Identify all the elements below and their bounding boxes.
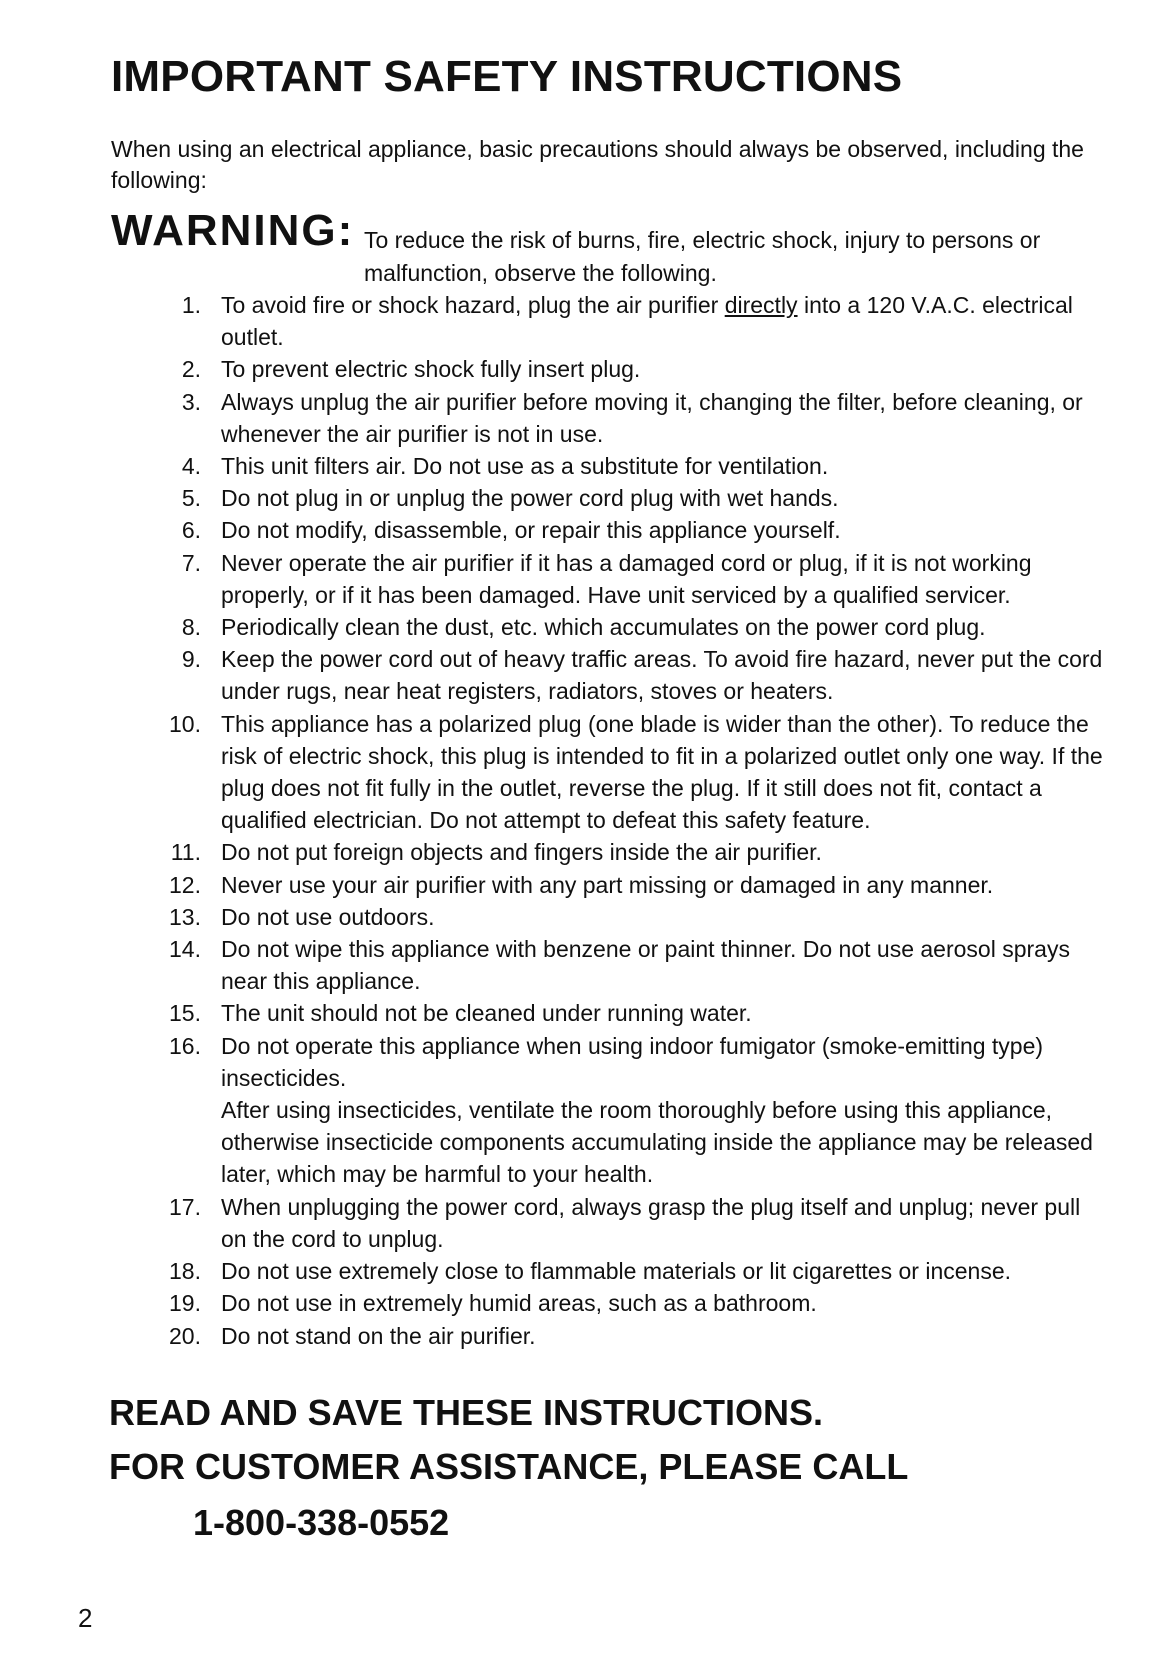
instruction-item xyxy=(160,997,1110,1029)
instruction-number: 20. xyxy=(169,1322,201,1349)
instruction-text-main: Do not put foreign objects and fingers inside the air purifier. xyxy=(221,839,822,866)
instruction-text-main: Do not plug in or unplug the power cord plug with wet hands. xyxy=(221,485,839,512)
instruction-item xyxy=(160,514,1110,546)
instruction-item xyxy=(160,450,1110,482)
instruction-item xyxy=(160,482,1110,514)
instruction-text xyxy=(221,1191,1110,1255)
instruction-text-main: This unit filters air. Do not use as a substitute for ventilation. xyxy=(221,453,829,480)
emphasized-word: directly xyxy=(724,292,798,318)
intro-paragraph: When using an electrical appliance, basic precautions should always be observed, including the following: xyxy=(111,136,1084,193)
instruction-item xyxy=(160,386,1110,450)
warning-text: To reduce the risk of burns, fire, electric shock, injury to persons or malfunction, observe the following. xyxy=(364,227,1041,286)
instruction-text-main: Do not operate this appliance when using indoor fumigator (smoke-emitting type) insecticides. xyxy=(221,1032,1044,1091)
instruction-text-start: To avoid fire or shock hazard, plug the air purifier xyxy=(221,292,725,318)
warning-label: WARNING: xyxy=(111,206,355,255)
instruction-text xyxy=(221,708,1110,837)
instruction-text-main: Do not modify, disassemble, or repair this appliance yourself. xyxy=(221,517,841,544)
instruction-text-main: Do not use outdoors. xyxy=(221,903,435,930)
instruction-item xyxy=(160,1255,1110,1287)
instruction-text xyxy=(221,869,1110,901)
instruction-item xyxy=(160,869,1110,901)
safety-instruction-list xyxy=(160,289,1110,1352)
instruction-text xyxy=(221,482,1110,514)
instruction-text xyxy=(221,1320,1110,1352)
instruction-text xyxy=(221,547,1110,611)
instruction-text xyxy=(221,611,1110,643)
instruction-text-note: After using insecticides, ventilate the room thoroughly before using this appliance, otherwise insecticide components accumulating inside the appliance may be released later, which may be harmful to your health. xyxy=(221,1097,1093,1188)
instruction-text-main: Do not wipe this appliance with benzene or paint thinner. Do not use aerosol sprays near this appliance. xyxy=(221,936,1070,995)
instruction-item xyxy=(160,547,1110,611)
instruction-text-main: The unit should not be cleaned under running water. xyxy=(221,1000,752,1027)
instruction-text xyxy=(221,933,1110,997)
instruction-text xyxy=(221,386,1110,450)
instruction-item xyxy=(160,1030,1110,1191)
instruction-text-main: Keep the power cord out of heavy traffic areas. To avoid fire hazard, never put the cord under rugs, near heat registers, radiators, stoves or heaters. xyxy=(221,646,1103,705)
instruction-number: 5. xyxy=(181,485,201,512)
instruction-text-main: Never operate the air purifier if it has a damaged cord or plug, if it is not working properly, or if it has been damaged. Have unit serviced by a qualified servicer. xyxy=(221,549,1032,608)
instruction-number: 3. xyxy=(181,388,201,415)
instruction-text-main: Always unplug the air purifier before moving it, changing the filter, before cleaning, or whenever the air purifier is not in use. xyxy=(221,388,1083,447)
page-title: IMPORTANT SAFETY INSTRUCTIONS xyxy=(111,52,903,101)
instruction-number: 17. xyxy=(169,1193,201,1220)
instruction-number: 9. xyxy=(181,646,201,673)
instruction-text xyxy=(221,1030,1110,1191)
instruction-number: 13. xyxy=(169,903,201,930)
instruction-text xyxy=(221,836,1110,868)
instruction-text-main: Do not use extremely close to flammable materials or lit cigarettes or incense. xyxy=(221,1258,1011,1285)
instruction-number: 14. xyxy=(169,936,201,963)
instruction-number: 10. xyxy=(169,710,201,737)
instruction-number: 18. xyxy=(169,1258,201,1285)
instruction-item xyxy=(160,1320,1110,1352)
instruction-item xyxy=(160,353,1110,385)
instruction-text xyxy=(221,1255,1110,1287)
instruction-item xyxy=(160,836,1110,868)
instruction-number: 16. xyxy=(169,1032,201,1059)
instruction-text xyxy=(221,514,1110,546)
instruction-text xyxy=(221,1287,1110,1319)
instruction-number: 1. xyxy=(181,292,201,318)
instruction-item xyxy=(160,643,1110,707)
instruction-item xyxy=(160,933,1110,997)
instruction-text xyxy=(221,289,1110,353)
instruction-number: 4. xyxy=(181,453,201,480)
instruction-number: 12. xyxy=(169,871,201,898)
instruction-text xyxy=(221,353,1110,385)
instruction-text-main: To prevent electric shock fully insert plug. xyxy=(221,356,641,383)
instruction-number: 11. xyxy=(170,839,201,866)
instruction-number: 7. xyxy=(181,549,201,576)
instruction-text xyxy=(221,450,1110,482)
instruction-number: 15. xyxy=(169,1000,201,1027)
instruction-text-main: Do not stand on the air purifier. xyxy=(221,1322,536,1349)
page-number: 2 xyxy=(78,1603,93,1633)
instruction-item xyxy=(160,289,1110,353)
instruction-number: 6. xyxy=(181,517,201,544)
instruction-number: 19. xyxy=(169,1290,201,1317)
instruction-number: 8. xyxy=(181,614,201,641)
customer-assistance-heading: FOR CUSTOMER ASSISTANCE, PLEASE CALL xyxy=(109,1446,909,1487)
customer-phone-number: 1-800-338-0552 xyxy=(193,1502,450,1543)
instruction-text xyxy=(221,997,1110,1029)
instruction-text-end: into a 120 V.A.C. electrical outlet. xyxy=(221,292,1073,351)
instruction-item xyxy=(160,1287,1110,1319)
instruction-text xyxy=(221,643,1110,707)
instruction-text xyxy=(221,901,1110,933)
instruction-text-main: Do not use in extremely humid areas, such as a bathroom. xyxy=(221,1290,817,1317)
instruction-item xyxy=(160,611,1110,643)
instruction-item xyxy=(160,708,1110,837)
instruction-item xyxy=(160,1191,1110,1255)
instruction-text-main: This appliance has a polarized plug (one blade is wider than the other). To reduce the risk of electric shock, this plug is intended to fit in a polarized outlet only one way. If the plug does not fit fully in the outlet, reverse the plug. If it still does not fit, contact a qualified electrician. Do not attempt to defeat this safety feature. xyxy=(221,710,1103,834)
instruction-text-main: Never use your air purifier with any part missing or damaged in any manner. xyxy=(221,871,994,898)
instruction-text-main: When unplugging the power cord, always grasp the plug itself and unplug; never pull on the cord to unplug. xyxy=(221,1193,1081,1252)
instruction-text-main: Periodically clean the dust, etc. which accumulates on the power cord plug. xyxy=(221,614,986,641)
read-and-save-heading: READ AND SAVE THESE INSTRUCTIONS. xyxy=(109,1392,824,1433)
instruction-number: 2. xyxy=(181,356,201,383)
instruction-item xyxy=(160,901,1110,933)
